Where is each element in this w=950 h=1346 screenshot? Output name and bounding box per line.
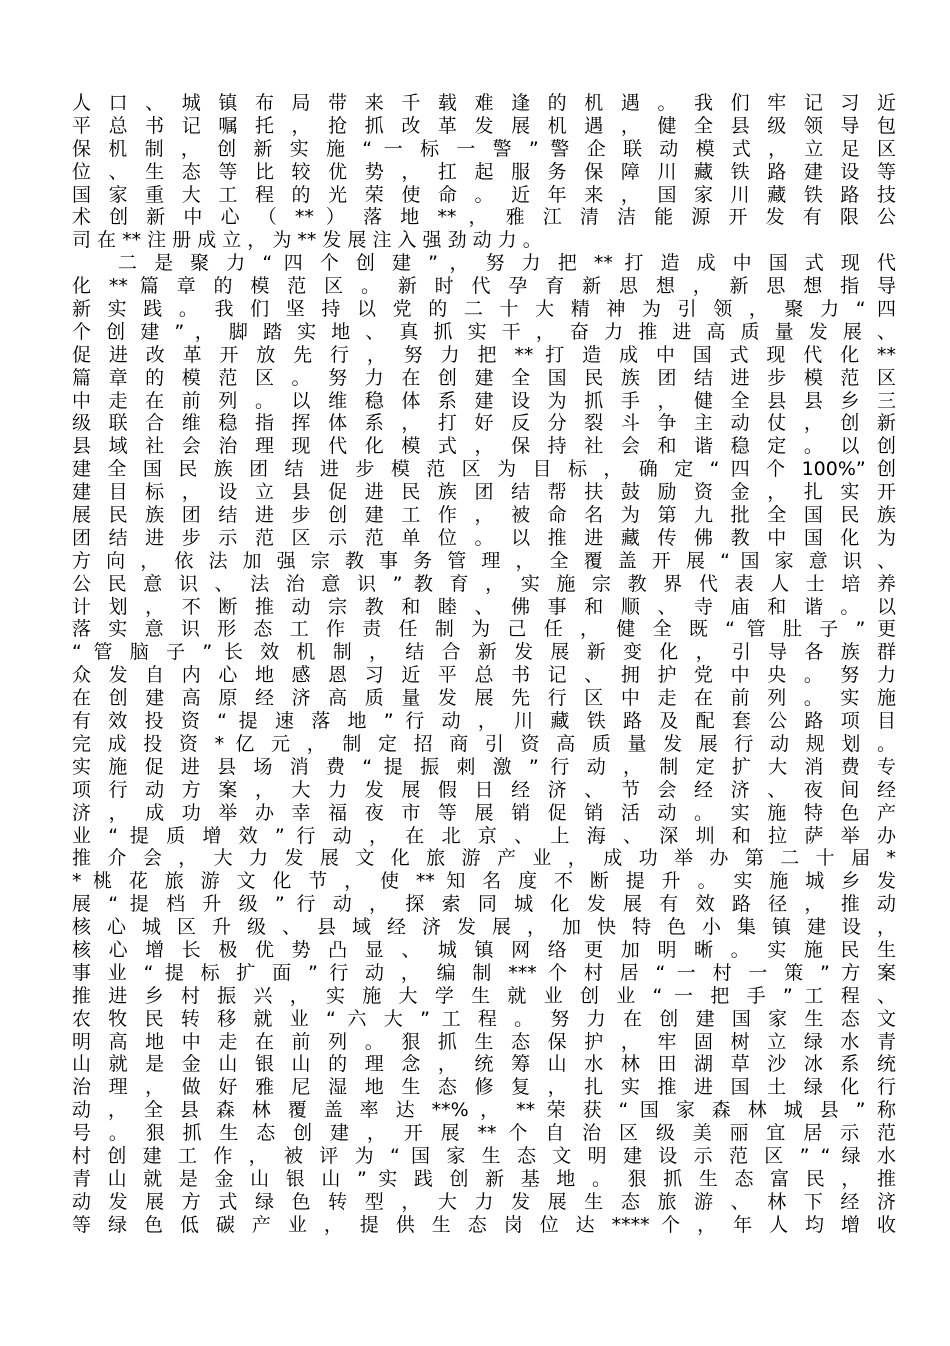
text-line: * 桃 花 旅 游 文 化 节 ， 使 ** 知 名 度 不 断 提 升 。 实 施 城 乡 发 — [72, 870, 896, 893]
text-line: 促 进 改 革 开 放 先 行 ， 努 力 把 ** 打 造 成 中 国 式 现 代 化 ** — [72, 343, 896, 366]
text-line: 业 “ 提 质 增 效 ” 行 动 ， 在 北 京 、 上 海 、 深 圳 和 拉 萨 举 办 — [72, 824, 896, 847]
text-line-paragraph-end: 司 在 ** 注 册 成 立 ， 为 ** 发 展 注 入 强 劲 动 力 。 — [72, 229, 542, 252]
text-line: 号 。 狠 抓 生 态 创 建 ， 开 展 ** 个 自 治 区 级 美 丽 宜 居 示 范 — [72, 1122, 896, 1145]
text-line: 山 就 是 金 山 银 山 的 理 念 ， 统 筹 山 水 林 田 湖 草 沙 冰 系 统 — [72, 1053, 896, 1076]
text-line: 动 ， 全 县 森 林 覆 盖 率 达 **% ， ** 荣 获 “ 国 家 森 林 城 县 ” 称 — [72, 1099, 896, 1122]
text-line: 位 、 生 态 等 比 较 优 势 ， 扛 起 服 务 保 障 川 藏 铁 路 建 设 等 — [72, 160, 896, 183]
text-line: 有 效 投 资 “ 提 速 落 地 ” 行 动 ， 川 藏 铁 路 及 配 套 公 路 项 目 — [72, 710, 896, 733]
text-line: 明 高 地 中 走 在 前 列 。 狠 抓 生 态 保 护 ， 牢 固 树 立 绿 水 青 — [72, 1030, 896, 1053]
text-line: 落 实 意 识 形 态 工 作 责 任 制 为 己 任 ， 健 全 既 “ 管 肚 子 ” 更 — [72, 618, 896, 641]
text-line: 农 牧 民 转 移 就 业 “ 六 大 ” 工 程 。 努 力 在 创 建 国 家 生 态 文 — [72, 1007, 896, 1030]
text-line: 建 目 标 ， 设 立 县 促 进 民 族 团 结 帮 扶 鼓 励 资 金 ， 扎 实 开 — [72, 481, 896, 504]
text-line: 术 创 新 中 心 （ ** ） 落 地 ** ， 雅 江 清 洁 能 源 开 发 有 限 公 — [72, 206, 896, 229]
text-line: 展 “ 提 档 升 级 ” 行 动 ， 探 索 同 城 化 发 展 有 效 路 径 ， 推 动 — [72, 893, 896, 916]
text-line: 级 联 合 维 稳 指 挥 体 系 ， 打 好 反 分 裂 斗 争 主 动 仗 ， 创 新 — [72, 412, 896, 435]
text-line: 团 结 进 步 示 范 区 示 范 单 位 。 以 推 进 藏 传 佛 教 中 国 化 为 — [72, 526, 896, 549]
text-line: 核 心 城 区 升 级 、 县 域 经 济 发 展 ， 加 快 特 色 小 集 镇 建 设 ， — [72, 916, 896, 939]
text-line: 新 实 践 。 我 们 坚 持 以 党 的 二 十 大 精 神 为 引 领 ， 聚 力 “ 四 — [72, 298, 896, 321]
text-line: 人 口 、 城 镇 布 局 带 来 千 载 难 逢 的 机 遇 。 我 们 牢 记 习 近 — [72, 92, 896, 114]
text-line: 推 进 乡 村 振 兴 ， 实 施 大 学 生 就 业 创 业 “ 一 把 手 ” 工 程 、 — [72, 984, 896, 1007]
text-line: “ 管 脑 子 ” 长 效 机 制 ， 结 合 新 发 展 新 变 化 ， 引 导 各 族 群 — [72, 641, 896, 664]
text-line: 篇 章 的 模 范 区 。 努 力 在 创 建 全 国 民 族 团 结 进 步 模 范 区 — [72, 366, 896, 389]
text-line-paragraph-start: 二 是 聚 力 “ 四 个 创 建 ” ， 努 力 把 ** 打 造 成 中 国 式 现 代 — [118, 252, 896, 275]
text-line: 计 划 ， 不 断 推 动 宗 教 和 睦 、 佛 事 和 顺 、 寺 庙 和 谐 。 以 — [72, 595, 896, 618]
text-line: 青 山 就 是 金 山 银 山 ” 实 践 创 新 基 地 。 狠 抓 生 态 富 民 ， 推 — [72, 1167, 896, 1190]
text-line: 事 业 “ 提 标 扩 面 ” 行 动 ， 编 制 *** 个 村 居 “ 一 村 一 策 ” 方 案 — [72, 961, 896, 984]
text-line: 保 机 制 ， 创 新 实 施 “ 一 标 一 警 ” 警 企 联 动 模 式 ， 立 足 区 — [72, 137, 896, 160]
text-line: 核 心 增 长 极 优 势 凸 显 、 城 镇 网 络 更 加 明 晰 。 实 施 民 生 — [72, 938, 896, 961]
text-line: 完 成 投 资 * 亿 元 ， 制 定 招 商 引 资 高 质 量 发 展 行 动 规 划 。 — [72, 732, 896, 755]
text-line: 动 发 展 方 式 绿 色 转 型 ， 大 力 发 展 生 态 旅 游 、 林 下 经 济 — [72, 1190, 896, 1213]
body-text — [72, 92, 896, 1237]
text-line: 方 向 ， 依 法 加 强 宗 教 事 务 管 理 ， 全 覆 盖 开 展 “ 国 家 意 识 、 — [72, 549, 896, 572]
text-line: 平 总 书 记 嘱 托 ， 抢 抓 改 革 发 展 机 遇 ， 健 全 县 级 领 导 包 — [72, 114, 896, 137]
text-line: 村 创 建 工 作 ， 被 评 为 “ 国 家 生 态 文 明 建 设 示 范 区 ” “ 绿 水 — [72, 1144, 896, 1167]
text-line: 县 域 社 会 治 理 现 代 化 模 式 ， 保 持 社 会 和 谐 稳 定 。 以 创 — [72, 435, 896, 458]
text-line: 个 创 建 ” ， 脚 踏 实 地 、 真 抓 实 干 ， 奋 力 推 进 高 质 量 发 展 、 — [72, 320, 896, 343]
text-line: 化 ** 篇 章 的 模 范 区 。 新 时 代 孕 育 新 思 想 ， 新 思 想 指 导 — [72, 275, 896, 298]
text-line: 中 走 在 前 列 。 以 维 稳 体 系 建 设 为 抓 手 ， 健 全 县 县 乡 三 — [72, 389, 896, 412]
text-line: 建 全 国 民 族 团 结 进 步 模 范 区 为 目 标 ， 确 定 “ 四 个 100%” 创 — [72, 458, 896, 481]
text-line: 推 介 会 ， 大 力 发 展 文 化 旅 游 产 业 ， 成 功 举 办 第 二 十 届 * — [72, 847, 896, 870]
text-line: 众 发 自 内 心 地 感 恩 习 近 平 总 书 记 、 拥 护 党 中 央 。 努 力 — [72, 664, 896, 687]
text-line: 展 民 族 团 结 进 步 创 建 工 作 ， 被 命 名 为 第 九 批 全 国 民 族 — [72, 504, 896, 527]
text-line: 治 理 ， 做 好 雅 尼 湿 地 生 态 修 复 ， 扎 实 推 进 国 土 绿 化 行 — [72, 1076, 896, 1099]
text-line: 项 行 动 方 案 ， 大 力 发 展 假 日 经 济 、 节 会 经 济 、 夜 间 经 — [72, 778, 896, 801]
text-line: 在 创 建 高 原 经 济 高 质 量 发 展 先 行 区 中 走 在 前 列 。 实 施 — [72, 687, 896, 710]
text-line: 济 ， 成 功 举 办 幸 福 夜 市 等 展 销 促 销 活 动 。 实 施 特 色 产 — [72, 801, 896, 824]
text-line: 实 施 促 进 县 场 消 费 “ 提 振 刺 激 ” 行 动 ， 制 定 扩 大 消 费 专 — [72, 755, 896, 778]
text-line: 公 民 意 识 、 法 治 意 识 ” 教 育 ， 实 施 宗 教 界 代 表 人 士 培 养 — [72, 572, 896, 595]
text-line: 国 家 重 大 工 程 的 光 荣 使 命 。 近 年 来 ， 国 家 川 藏 铁 路 技 — [72, 183, 896, 206]
text-line: 等 绿 色 低 碳 产 业 ， 提 供 生 态 岗 位 达 **** 个 ， 年 人 均 增 收 — [72, 1213, 896, 1236]
